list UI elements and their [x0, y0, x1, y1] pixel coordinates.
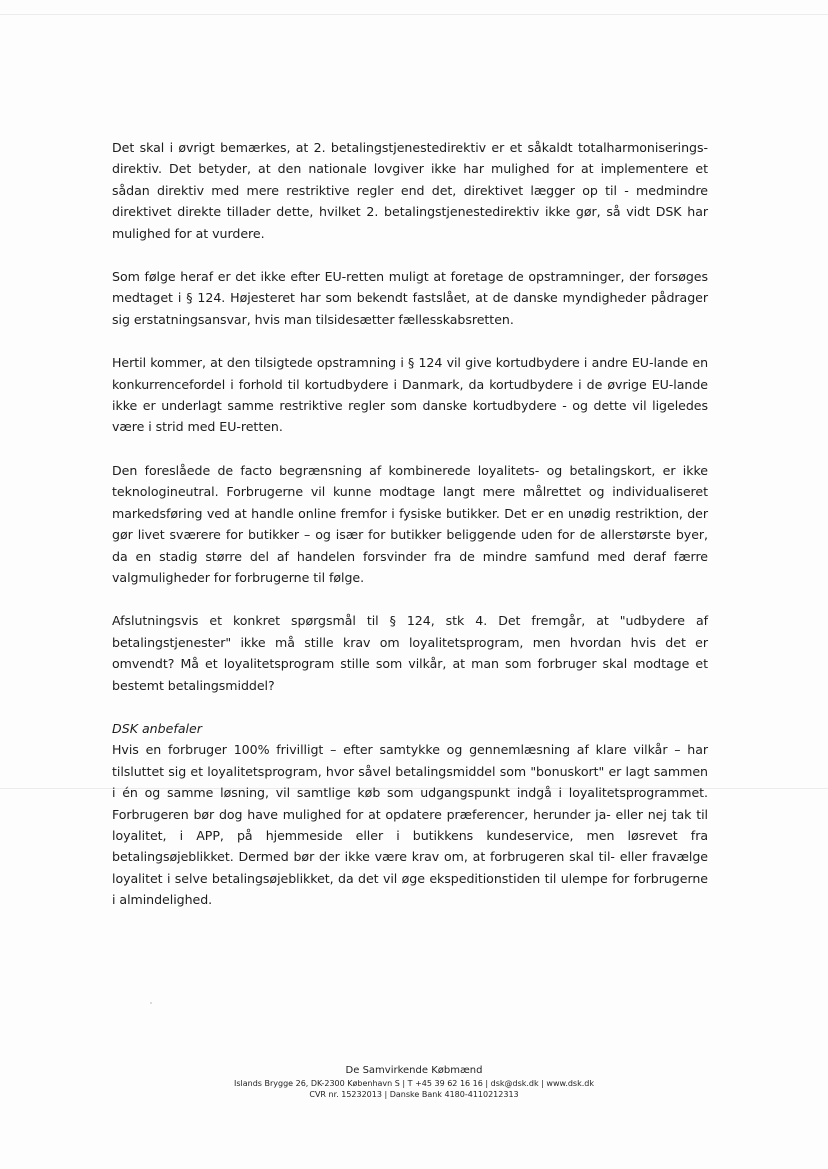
paragraph-spoergsmaal: Afslutningsvis et konkret spørgsmål til § 124, stk 4. Det fremgår, at "udbydere af betalingstjenester" ikke må stille krav om loyalitetsprogram, men hvordan hvis det er omvendt? Må et loyalitetsprogram stille som vilkår, at man som forbruger skal modtage et bestemt betalingsmiddel? — [112, 613, 708, 693]
footer-registration: CVR nr. 15232013 | Danske Bank 4180-4110212313 — [309, 1090, 519, 1099]
paragraph-teknologineutral: Den foreslåede de facto begrænsning af kombinerede loyalitets- og betalingskort, er ikke teknologineutral. Forbrugerne vil kunne modtage langt mere målrettet og individualiseret markedsføring ved at handle online fremfor i fysiske butikker. Det er en unødig restriktion, der gør livet sværere for butikker – og især for butikker beliggende uden for de allerstørste byer, da en stadig større del af handelen forsvinder fra de mindre samfund med deraf færre valgmuligheder for forbrugerne til følge. — [112, 462, 708, 585]
page-footer — [0, 1064, 828, 1100]
document-body — [112, 137, 708, 933]
scan-speck — [150, 1002, 152, 1004]
footer-address: Islands Brygge 26, DK-2300 København S | T +45 39 62 16 16 | dsk@dsk.dk | www.dsk.dk — [233, 1079, 594, 1088]
paragraph-konkurrencefordel: Hertil kommer, at den tilsigtede opstramning i § 124 vil give kortudbydere i andre EU-lande en konkurrencefordel i forhold til kortudbydere i Danmark, da kortudbydere i de øvrige EU-lande ikke er underlagt samme restriktive regler som danske kortudbydere - og dette vil ligeledes være i strid med EU-retten. — [112, 355, 708, 435]
recommendation-text: Hvis en forbruger 100% frivilligt – efter samtykke og gennemlæsning af klare vilkår – har tilsluttet sig et loyalitetsprogram, hvor såvel betalingsmiddel som "bonuskort" er lagt sammen i én og samme løsning, vil samtlige køb som udgangspunkt indgå i loyalitetsprogrammet. Forbrugeren bør dog have mulighed for at opdatere præferencer, herunder ja- eller nej tak til loyalitet, i APP, på hjemmeside eller i butikkens kundeservice, men løsrevet fra betalingsøjeblikket. Dermed bør der ikke være krav om, at forbrugeren skal til- eller fravælge loyalitet i selve betalingsøjeblikket, da det vil øge ekspeditionstiden til ulempe for forbrugerne i almindelighed. — [112, 742, 708, 908]
paragraph-totalharmonisering: Det skal i øvrigt bemærkes, at 2. betalingstjenestedirektiv er et såkaldt totalharmoniserings-direktiv. Det betyder, at den nationale lovgiver ikke har mulighed for at implementere et sådan direktiv med mere restriktive regler end det, direktivet lægger op til - medmindre direktivet direkte tillader dette, hvilket 2. betalingstjenestedirektiv ikke gør, så vidt DSK har mulighed for at vurdere. — [112, 140, 708, 241]
scan-artifact-line — [0, 14, 828, 15]
footer-organization: De Samvirkende Købmænd — [345, 1065, 483, 1076]
paragraph-eu-ret: Som følge heraf er det ikke efter EU-retten muligt at foretage de opstramninger, der forsøges medtaget i § 124. Højesteret har som bekendt fastslået, at de danske myndigheder pådrager sig erstatningsansvar, hvis man tilsidesætter fællesskabsretten. — [112, 269, 708, 327]
recommendation-heading: DSK anbefaler — [112, 720, 202, 736]
